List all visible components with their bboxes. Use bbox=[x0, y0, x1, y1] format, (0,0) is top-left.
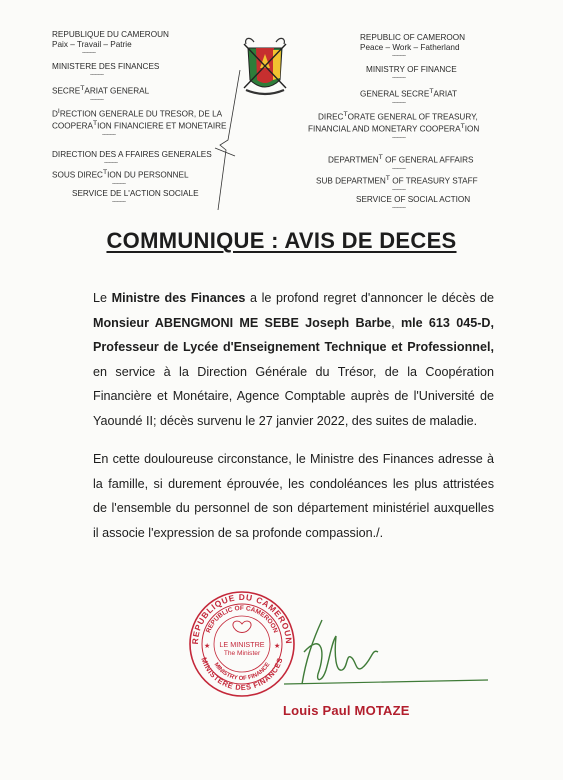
ministry-en: MINISTRY OF FINANCE bbox=[366, 65, 457, 74]
seal-outer-top: REPUBLIQUE DU CAMEROUN bbox=[189, 591, 295, 645]
service-fr: SERVICE DE L'ACTION SOCIALE bbox=[72, 188, 199, 198]
directorate-fr-2: $COOPERA^TION$ FINANCIERE ET MONETAIRE bbox=[52, 120, 227, 132]
directorate-en-2: FINANCIAL AND MONETARY $COOPERA^TION$ bbox=[308, 123, 480, 135]
seal-inner-bottom: MINISTRY OF FINANCE bbox=[212, 661, 272, 683]
directorate-fr-1: $D^IRECTION$ GENERALE DU TRESOR, DE LA bbox=[52, 107, 223, 119]
page-title: COMMUNIQUE : AVIS DE DECES bbox=[106, 228, 457, 253]
subdivision-en: SUB $DEPARTMEN^T$ OF TREASURY STAFF bbox=[316, 174, 478, 186]
handwritten-signature bbox=[282, 612, 492, 692]
country-fr: REPUBLIQUE DU CAMEROUN bbox=[52, 30, 169, 39]
ministry-fr: MINISTERE DES FINANCES bbox=[52, 62, 160, 71]
separator: --------- bbox=[90, 96, 104, 103]
svg-text:★: ★ bbox=[204, 643, 211, 650]
paragraph: En cette douloureuse circonstance, le Ministre des Finances adresse à la famille, si durement éprouvée, les condoléances les plus attristées de l'ensemble du personnel de son département ministériel auxquelles il associe l'expression de sa profonde compassion./. bbox=[93, 452, 494, 540]
secretariat-fr: $SECRE^TARIAT$ GENERAL bbox=[52, 85, 150, 96]
svg-text:★: ★ bbox=[274, 643, 281, 650]
subdivision-fr: SOUS $DIREC^TION$ DU PERSONNEL bbox=[52, 169, 189, 180]
svg-text:REPUBLIQUE DU CAMEROUN bbox=[190, 592, 294, 645]
seal-inner-top: REPUBLIC OF CAMEROON bbox=[205, 605, 279, 634]
separator: --------- bbox=[392, 186, 406, 193]
separator: --------- bbox=[392, 165, 406, 172]
separator: --------- bbox=[112, 198, 126, 205]
separator: --------- bbox=[104, 160, 118, 167]
seal-center-2: The Minister bbox=[223, 650, 261, 657]
separator: --------- bbox=[90, 72, 104, 78]
separator: --------- bbox=[112, 180, 126, 187]
separator: --------- bbox=[102, 132, 116, 139]
division-fr: DIRECTION DES A FFAIRES GENERALES bbox=[52, 150, 212, 160]
separator: --------- bbox=[392, 204, 406, 211]
motto-en: Peace – Work – Fatherland bbox=[360, 43, 460, 52]
signer-name: Louis Paul MOTAZE bbox=[283, 703, 410, 718]
motto-fr: Paix – Travail – Patrie bbox=[52, 40, 132, 49]
body-text bbox=[57, 286, 494, 559]
separator: --------- bbox=[82, 50, 96, 56]
separator: --------- bbox=[392, 75, 406, 81]
handwritten-mark bbox=[190, 70, 250, 210]
directorate-en-1: $DIREC^TORATE$ GENERAL OF TREASURY, bbox=[318, 110, 478, 122]
separator: --------- bbox=[392, 135, 406, 142]
secretariat-en: GENERAL $SECRE^TARIAT$ bbox=[360, 88, 457, 99]
header-right bbox=[308, 33, 479, 211]
service-en: SERVICE OF SOCIAL ACTION bbox=[356, 194, 471, 204]
separator: --------- bbox=[392, 99, 406, 106]
separator: --------- bbox=[392, 53, 406, 59]
official-seal-icon bbox=[186, 588, 298, 700]
country-en: REPUBLIC OF CAMEROON bbox=[360, 33, 466, 42]
seal-center-1: LE MINISTRE bbox=[219, 640, 265, 649]
seal-outer-bottom: MINISTERE DES FINANCES bbox=[199, 656, 285, 693]
paragraph: Le Ministre des Finances a le profond regret d'annoncer le décès de Monsieur ABENGMONI ME SEBE Joseph Barbe, mle 613 045-D, Professeur de Lycée d'Enseignement Technique et Professionnel, en service à la Direction Générale du Trésor, de la Coopération Financière et Monétaire, Agence Comptable auprès de l'Université de Yaoundé II; décès survenu le 27 janvier 2022, des suites de maladie. bbox=[93, 291, 495, 428]
division-en: $DEPARTMEN^T$ OF GENERAL AFFAIRS bbox=[328, 154, 474, 165]
